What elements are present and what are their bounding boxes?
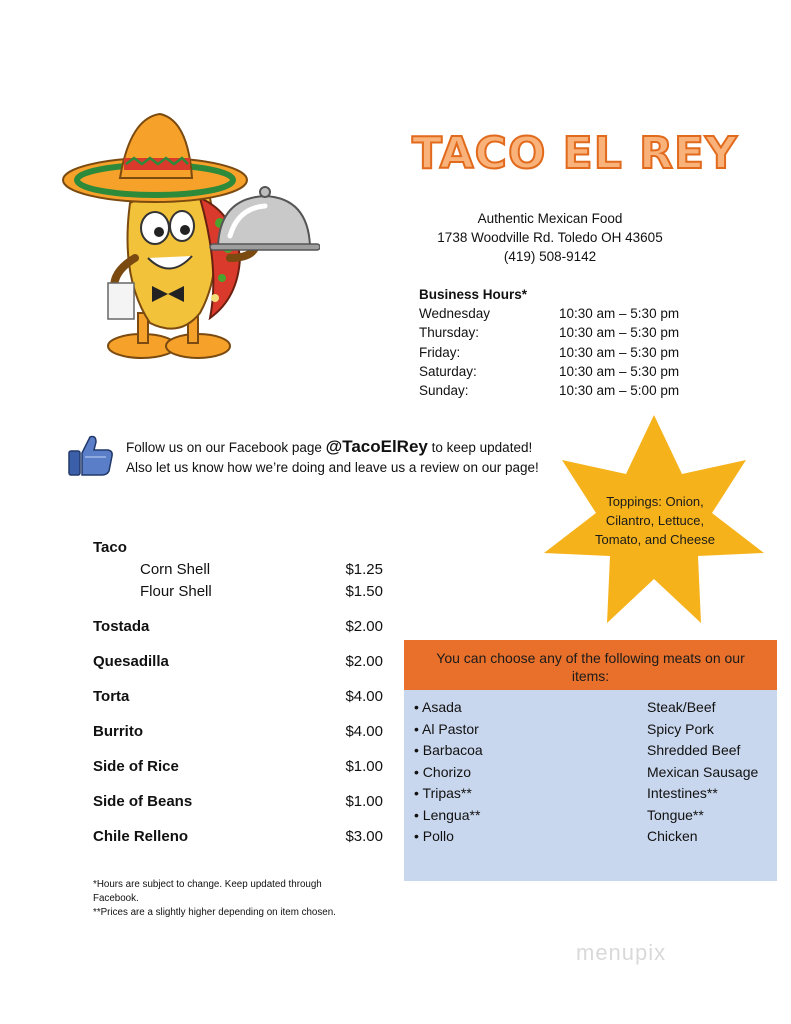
menu-item-price: $1.50 — [345, 582, 383, 600]
menu-subitem-corn-shell — [93, 558, 383, 580]
meat-english: Mexican Sausage — [647, 763, 759, 780]
menu-item — [93, 609, 383, 644]
menu-item-name: Burrito — [93, 723, 143, 740]
hours-time: 10:30 am – 5:30 pm — [559, 363, 680, 379]
business-hours — [419, 285, 679, 400]
footnote-line: *Hours are subject to change. Keep updated through — [93, 879, 322, 890]
menu-item — [93, 714, 383, 749]
menu-item — [93, 784, 383, 819]
menu-item — [93, 819, 383, 854]
hours-day: Friday: — [419, 344, 461, 360]
meat-spanish: • Barbacoa — [414, 742, 483, 758]
facebook-handle[interactable]: @TacoElRey — [325, 437, 428, 456]
meat-list — [404, 690, 777, 848]
menu-item-price: $4.00 — [345, 688, 383, 705]
taco-mascot-illustration — [60, 108, 320, 368]
facebook-message — [126, 437, 556, 478]
menu-item-taco — [93, 536, 383, 558]
meat-row — [414, 805, 777, 827]
menu-item-price: $4.00 — [345, 723, 383, 740]
facebook-text-after: to keep updated! Also let us know how we’re doing and leave us a review on our page! — [126, 440, 539, 475]
hours-row — [419, 304, 679, 323]
facebook-like-icon — [68, 433, 114, 477]
menu-item-price: $1.00 — [345, 758, 383, 775]
footnote-line: **Prices are a slightly higher depending on item chosen. — [93, 907, 336, 918]
menu-item-price: $2.00 — [345, 653, 383, 670]
toppings-line: Cilantro, Lettuce, — [605, 513, 705, 528]
hours-day: Thursday: — [419, 325, 480, 341]
menu-item-name: Quesadilla — [93, 653, 169, 670]
meat-row — [414, 826, 777, 848]
menu-item-price: $1.00 — [345, 793, 383, 810]
menu-item — [93, 679, 383, 714]
hours-day: Sunday: — [419, 383, 469, 399]
meat-english: Tongue** — [647, 806, 704, 823]
hours-day: Wednesday — [419, 306, 491, 322]
meat-spanish: • Asada — [414, 699, 462, 715]
meat-options-heading — [404, 640, 777, 690]
tagline: Authentic Mexican Food — [477, 211, 623, 226]
hours-time: 10:30 am – 5:30 pm — [559, 325, 680, 341]
menu-item-name: Flour Shell — [140, 582, 212, 600]
meat-english: Intestines** — [647, 785, 718, 801]
menu-item-name: Corn Shell — [140, 560, 211, 578]
menu-item-price: $1.25 — [345, 560, 383, 578]
menu-item — [93, 749, 383, 784]
meat-english: Spicy Pork — [647, 720, 714, 737]
menu-item-name: Chile Relleno — [93, 828, 189, 845]
meat-spanish: • Tripas** — [414, 785, 472, 801]
contact-info — [400, 209, 700, 266]
meat-heading-line: You can choose any of the following meats on our — [436, 650, 745, 666]
footnote-line: Facebook. — [93, 893, 139, 904]
meat-row — [414, 783, 777, 805]
meat-english: Chicken — [647, 828, 698, 844]
hours-time: 10:30 am – 5:30 pm — [559, 306, 680, 322]
hours-time: 10:30 am – 5:30 pm — [559, 344, 680, 360]
menu-item-price: $3.00 — [345, 828, 383, 845]
meat-row — [414, 719, 777, 741]
toppings-text — [580, 492, 730, 549]
menu-item-name: Taco — [93, 538, 127, 556]
meat-spanish: • Lengua** — [414, 806, 481, 823]
meat-row — [414, 740, 777, 762]
address: 1738 Woodville Rd. Toledo OH 43605 — [437, 230, 663, 245]
hours-row — [419, 323, 679, 342]
hours-row — [419, 343, 679, 362]
meat-english: Shredded Beef — [647, 742, 741, 758]
menu-item-name: Tostada — [93, 618, 150, 635]
hours-time: 10:30 am – 5:00 pm — [559, 383, 680, 399]
hours-row — [419, 362, 679, 381]
toppings-line: Toppings: Onion, — [606, 494, 704, 509]
menupix-watermark: menupix — [576, 940, 667, 965]
restaurant-title: TACO EL REY — [412, 128, 738, 179]
meat-row — [414, 697, 777, 719]
hours-row — [419, 381, 679, 400]
meat-spanish: • Chorizo — [414, 763, 472, 780]
menu-item-name: Side of Rice — [93, 758, 179, 775]
meat-english: Steak/Beef — [647, 699, 716, 715]
phone-number: (419) 508-9142 — [503, 249, 597, 264]
footnotes — [93, 878, 393, 920]
facebook-text-before: Follow us on our Facebook page — [126, 440, 326, 455]
meat-row — [414, 762, 777, 784]
menu-item-name: Torta — [93, 688, 130, 705]
menu-item-price: $2.00 — [345, 618, 383, 635]
hours-day: Saturday: — [419, 363, 477, 379]
menu-subitem-flour-shell — [93, 580, 383, 602]
meat-options-box — [404, 640, 777, 881]
meat-spanish: • Pollo — [414, 828, 454, 844]
meat-heading-line: items: — [571, 668, 610, 684]
menu-item-name: Side of Beans — [93, 793, 193, 810]
meat-spanish: • Al Pastor — [414, 720, 479, 737]
menu-list — [93, 536, 383, 854]
business-hours-heading: Business Hours* — [419, 287, 528, 302]
menu-item — [93, 644, 383, 679]
toppings-line: Tomato, and Cheese — [595, 532, 715, 547]
